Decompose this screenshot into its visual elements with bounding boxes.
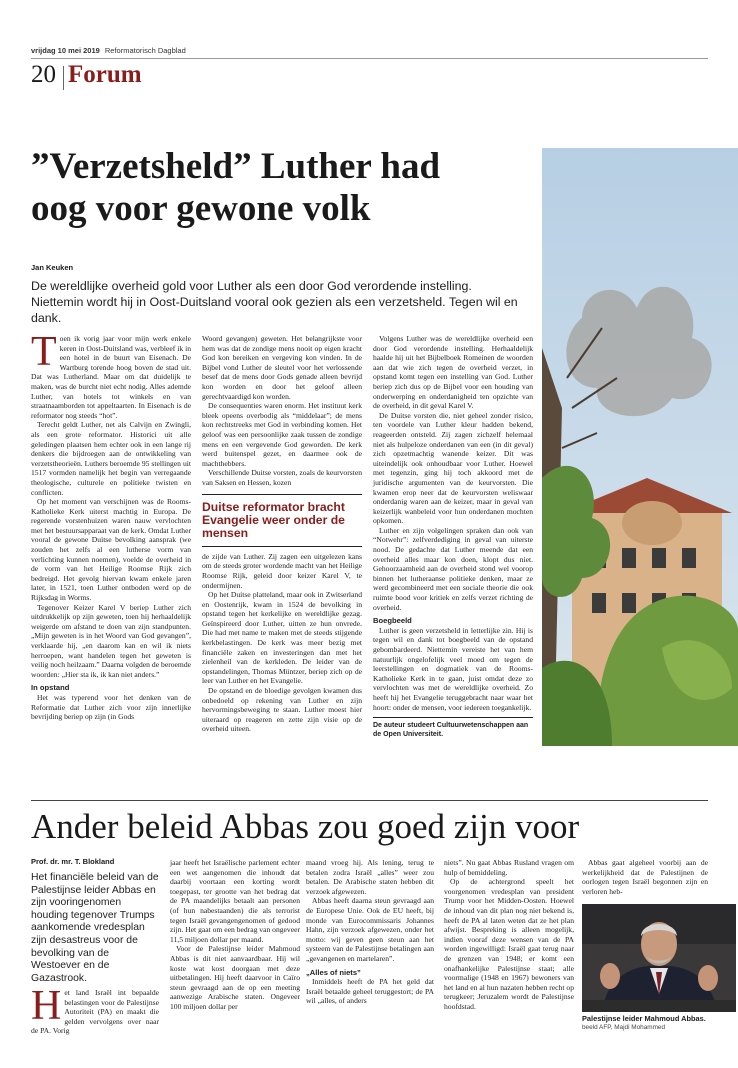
paragraph: jaar heeft het Israëlische parlement echter een wet aangenomen die inhoudt dat daarbij voortaan een korting wordt toegepast, ter grootte van het bedrag dat de PA maandelijks betaalt aan personen (of hun nabestaanden) die als terrorist tegen Israël gevangengenomen of gedood zijn. Het gaat om een bedrag van ongeveer 11,5 miljoen dollar per maand. [170, 858, 300, 944]
subheading: „Alles of niets” [306, 967, 361, 977]
article2-column-3 [306, 858, 434, 1006]
paragraph: Inmiddels heeft de PA het geld dat Israël betaalde geheel teruggestort; de PA wil „alles, of anders [306, 977, 434, 1006]
drop-cap: T [31, 329, 57, 375]
paragraph: et land Israël int bepaalde belastingen voor de Palestijnse Autoriteit (PA) en maakt die gelden vervolgens over naar de PA. Vorig [31, 988, 159, 1036]
article-column-1 [31, 329, 191, 722]
photo-credit: beeld AFP, Majdi Mohammed [582, 1024, 666, 1031]
paragraph: Het was typerend voor het denken van de Reformatie dat Luther zich voor zijn innerlijke bevrijding beriep op zijn (in Gods [31, 692, 191, 722]
paragraph: Abbas gaat algeheel voorbij aan de werkelijkheid dat de Palestijnen de oorlogen tegen Israël begonnen zijn en verloren heb- [582, 858, 708, 896]
article-column-3 [373, 334, 533, 739]
abbas-photo [582, 904, 736, 1012]
paragraph: De opstand en de bloedige gevolgen kwamen dus onbedoeld op rekening van Luther en zijn hervormingsbeweging te staan. Luther moest hier uiteraard op reageren en zette zijn visie op de overheid uiteen. [202, 686, 362, 734]
paragraph: Op het Duitse platteland, maar ook in Zwitserland en Oostenrijk, kwam in 1524 de bevolking in opstand tegen het kerkelijke en wereldlijke gezag. Geïnspireerd door Luther, uitten ze hun onvrede. Die had met name te maken met de steeds stijgende kerkbelastingen. De kerk was meer bezig met financiële zaken en investeringen dan met het zielenheil van de kerkleden. De leider van de opstandelingen, Thomas Müntzer, beriep zich op de leer van Luther en het Evangelie. [202, 590, 362, 686]
author-note-rule [373, 717, 533, 718]
article2-intro: Het financiële beleid van de Palestijnse leider Abbas en zijn vooringenomen houding tegenover Trumps aankomende vredesplan zijn desastreus voor de bevolking van de Westoever en de Gazastrook. [31, 872, 159, 984]
headline-line-2: oog voor gewone volk [31, 188, 371, 229]
article2-byline: Prof. dr. mr. T. Blokland [31, 857, 115, 866]
paragraph: Volgens Luther was de wereldlijke overheid een door God verordende instelling. Herhaaldelijk haalde hij uit het Bijbelboek Romeinen de woorden aan dat wie zich tegen de overheid verzet, in opstand komt tegen een instelling van God. Luther beriep zich dus op de Bijbel voor een houding van onderwerping en onderdanigheid ten opzichte van de overheid, in dit geval Karel V. [373, 334, 533, 411]
newspaper-name: Reformatorisch Dagblad [104, 46, 186, 55]
paragraph: Op de achtergrond speelt het voorgenomen vredesplan van president Trump voor het Midden-Oosten. Hoewel de inhoud van dit plan nog niet bekend is, heeft de PA al laten weten dat ze het plan afwijst. Bespreking is alleen mogelijk, indien vooraf deze wensen van de PA worden ingewilligd: Israël gaat terug naar de grenzen van 1948; er komt een onafhankelijke Palestijnse staat; alle voormalige (1948 en 1967) bewoners van het land en al hun nazaten hebben recht op terugkeer; Jeruzalem wordt de Palestijnse hoofdstad. [444, 877, 574, 1011]
article2-column-2 [170, 858, 300, 1012]
article-divider [31, 800, 708, 801]
paragraph: De consequenties waren enorm. Het instituut kerk bleek opeens overbodig als “middelaar”; de mens kon rechtstreeks met God in verbinding komen. Het geloof was een persoonlijke zaak tussen de zondige mens en een vergevende God geworden. De kerk werd buitenspel gezet, en daarmee ook de machthebbers. [202, 401, 362, 468]
abbas-portrait-image [582, 904, 736, 1012]
paragraph: Tegenover Keizer Karel V beriep Luther zich uitdrukkelijk op zijn geweten, toen hij herhaaldelijk weigerde om afstand te doen van zijn standpunten. „Mijn geweten is in het Woord van God gevangen”, verklaarde hij, „en daarom kan en wil ik niets herroepen, want handelen tegen het geweten is veilig noch heilzaam.” Daarna volgden de beroemde woorden: „Hier sta ik, ik kan niet anders.” [31, 602, 191, 679]
paragraph: maand vroeg hij. Als lening, terug te betalen zodra Israël „alles” weer zou betalen. De Arabische staten hebben dit verzoek afgewezen. [306, 858, 434, 896]
subheading: In opstand [31, 683, 70, 693]
paragraph: niets”. Nu gaat Abbas Rusland vragen om hulp of bemiddeling. [444, 858, 574, 877]
paragraph: Luther is geen verzetsheld in letterlijke zin. Hij is tegen wil en dank tot boegbeeld van de opstand gebombardeerd. Niettemin vereiste het van hem natuurlijk ongelofelijk veel moed om tegen de leerstellingen en dogmatiek van de Rooms-Katholieke Kerk in te gaan, juist omdat deze zo vervlochten was met de wereldlijke overheid. Zo heeft hij het Evangelie teruggebracht naar waar het hoort: onder de mensen, voor iedereen toegankelijk. [373, 625, 533, 712]
paragraph: Woord gevangen) geweten. Het belangrijkste voor hem was dat de zondige mens nooit op eigen kracht God kon bereiken en vergeving kon vinden. In de Bijbel vond Luther de sleutel voor het verlossende besef dat de mens door Gods genade alleen bevrijd kon worden en door het geloof alleen gerechtvaardigd kon worden. [202, 334, 362, 401]
issue-date: vrijdag 10 mei 2019 [31, 46, 100, 55]
paragraph: Terecht geldt Luther, net als Calvijn en Zwingli, als een grote reformator. Historici uit alle geledingen plaatsen hem echter ook in een lange rij denkers die bijdroegen aan de ontwikkeling van verzetstheorieën. Luthers beroemde 95 stellingen uit 1517 vormden namelijk het begin van verregaande theologische, culturele en politieke twisten en conflicten. [31, 420, 191, 497]
paragraph: de zijde van Luther. Zij zagen een uitgelezen kans om de steeds groter wordende macht van het Heilige Roomse Rijk, geleid door keizer Karel V, te ondermijnen. [202, 551, 362, 590]
pullquote-box [202, 494, 362, 547]
article2-column-4 [444, 858, 574, 1012]
page-number: 20 [31, 61, 56, 88]
pullquote: Duitse reformator bracht Evangelie weer onder de mensen [202, 499, 345, 541]
article-headline [31, 146, 551, 230]
paragraph: De Duitse vorsten die, niet geheel zonder risico, ten voordele van Luther kleur hadden bekend, reageerden ontsteld. Zij zagen zichzelf helemaal niet als hulpeloze onderdanen van een (in dit geval) zich opzetmachtig wanende keizer. Dit was uiteindelijk ook onhoudbaar voor Luther. Hoewel met tegenzin, ging hij toch akkoord met de juridische argumenten van de keurvorsten. Die kwamen erop neer dat de keurvorsten weliswaar onderdanig waren aan de keizer, maar in geval van keizerlijk wanbeleid voor hun onderdanen mochten opkomen. [373, 410, 533, 526]
author-note: De auteur studeert Cultuurwetenschappen aan de Open Universiteit. [373, 722, 529, 739]
photo-caption: Palestijnse leider Mahmoud Abbas. [582, 1014, 706, 1023]
luther-house-photo [542, 148, 738, 746]
article2-column-1 [31, 983, 159, 1036]
section-title: Forum [68, 61, 142, 88]
article2-headline: Ander beleid Abbas zou goed zijn voor [31, 807, 580, 846]
paragraph: Op het moment van verschijnen was de Rooms-Katholieke Kerk uiterst machtig in Europa. De regerende vorstenhuizen waren nauw vervlochten met het bestuursapparaat van de kerk. Omdat Luther vooral de gewone Duitse bevolking aansprak (we zouden het zelfs al een lutherse vorm van verlichting kunnen noemen), voelde de overheid in de vorm van het Heilige Roomse Rijk zich bedreigd. Het gevolg hiervan kwam enkele jaren later, in 1521, toen Luther ontboden werd op de Rijksdag in Worms. [31, 497, 191, 603]
drop-cap: H [31, 983, 62, 1029]
headline-line-1: ”Verzetsheld” Luther had [31, 146, 441, 187]
article-column-2 [202, 334, 362, 734]
masthead-dateline [31, 46, 186, 55]
subheading: Boegbeeld [373, 616, 412, 626]
article-byline: Jan Keuken [31, 263, 74, 272]
page-number-divider [63, 66, 64, 90]
article2-column-5 [582, 858, 708, 896]
paragraph: Verschillende Duitse vorsten, zoals de keurvorsten van Saksen en Hessen, kozen [202, 468, 362, 487]
masthead-rule [31, 58, 708, 59]
house-tree-image [542, 148, 738, 746]
paragraph: Voor de Palestijnse leider Mahmoud Abbas is dit niet aanvaardbaar. Hij wil koste wat kost doorgaan met deze uitbetalingen. Hij heeft daarvoor in Caïro steun gevraagd aan de op een meeting aanwezige Arabische staten. Ongeveer 100 miljoen dollar per [170, 944, 300, 1011]
paragraph: Luther en zijn volgelingen spraken dan ook van “Notwehr”: zelfverdediging in geval van uiterste nood. De gedachte dat Luther meende dat een overheid alles maar kon doen, klopt dus niet. Gehoorzaamheid aan de overheid stond wel voorop binnen het lutheraanse politieke denken, maar ze werd gecombineerd met een sociale theorie die ook ruimte bood voor kritiek en zelfs verzet richting de overheid. [373, 525, 533, 612]
article-intro: De wereldlijke overheid gold voor Luther als een door God verordende instelling. Niettemin wordt hij in Oost-Duitsland vooral ook gezien als een verzetsheld. Tegen wil en dank. [31, 279, 518, 325]
paragraph: Abbas heeft daarna steun gevraagd aan de Europese Unie. Ook de EU heeft, bij monde van Eurocommissaris Johannes Hahn, zijn verzoek afgewezen, onder het motto: wij geven geen steun aan het systeem van de Palestijnse betalingen aan „gevangenen en martelaren”. [306, 896, 434, 963]
paragraph: oen ik vorig jaar voor mijn werk enkele keren in Oost-Duitsland was, verbleef ik in een hotel in de buurt van Eisenach. De Wartburg torende hoog boven de stad uit. Dat was Lutherland. Maar om dat duidelijk te maken, was de burcht niet echt nodig. Alles ademde Luther, van hotels tot winkels en van straatnaamborden tot appeltaarten. In Eisenach is de reformator nog steeds “hot”. [31, 334, 191, 420]
